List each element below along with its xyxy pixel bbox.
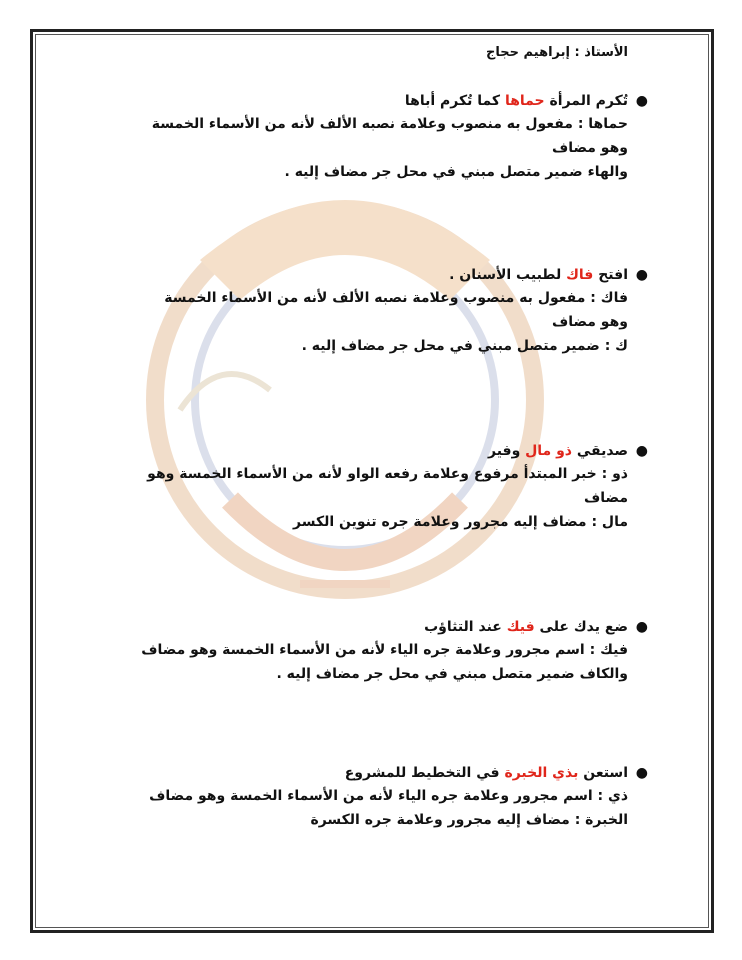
example-block-1 [68,90,648,184]
example-block-2 [68,264,648,358]
sentence-text: عند التثاؤب [424,619,507,635]
example-sentence [68,440,648,462]
explanation-line: مال : مضاف إليه مجرور وعلامة جره تنوين الكسر [292,514,628,530]
explanation-line: الخبرة : مضاف إليه مجرور وعلامة جره الكسرة [310,812,628,828]
explanation-line: مضاف [584,490,628,506]
sentence-text: وفير [487,443,526,459]
sentence-text: صديقي [572,443,628,459]
sentence-text: افتح [593,267,628,283]
explanation-line: فاك : مفعول به منصوب وعلامة نصبه الألف لأنه من الأسماء الخمسة [164,290,628,306]
explanation-line: ذي : اسم مجرور وعلامة جره الياء لأنه من الأسماء الخمسة وهو مضاف [149,788,628,804]
explanation-line: حماها : مفعول به منصوب وعلامة نصبه الألف لأنه من الأسماء الخمسة [151,116,628,132]
example-sentence [68,90,648,112]
highlighted-word: مال [525,443,552,459]
highlighted-word: بذي الخبرة [504,765,579,781]
sentence-text: لطبيب الأسنان . [449,267,567,283]
explanation-line: ذو : خبر المبتدأ مرفوع وعلامة رفعه الواو لأنه من الأسماء الخمسة وهو [147,466,628,482]
highlighted-word: حماها [504,93,545,109]
explanation-line: والهاء ضمير متصل مبني في محل جر مضاف إليه . [284,164,628,180]
bullet-icon: ● [635,765,648,781]
watermark-logo [120,150,570,670]
sentence-text: ضع يدك على [534,619,628,635]
sentence-text: في التخطيط للمشروع [344,765,505,781]
author-line: الأستاذ : إبراهيم حجاج [486,45,628,60]
explanation-line: وهو مضاف [551,140,628,156]
bullet-icon: ● [635,443,648,459]
sentence-text: كما تُكرم أباها [404,93,505,109]
explanation-line: وهو مضاف [551,314,628,330]
example-block-5 [68,762,648,832]
highlighted-word: ذو [556,443,572,459]
bullet-icon: ● [635,93,648,109]
highlighted-word: فاك [566,267,594,283]
sentence-text: تُكرم المرأة [544,93,628,109]
bullet-icon: ● [635,619,648,635]
example-sentence [68,264,648,286]
example-sentence [68,616,648,638]
example-block-4 [68,616,648,686]
explanation-line: والكاف ضمير متصل مبني في محل جر مضاف إليه . [276,666,628,682]
highlighted-word: فيك [506,619,535,635]
explanation-line: ك : ضمير متصل مبني في محل جر مضاف إليه . [301,338,628,354]
example-sentence [68,762,648,784]
sentence-text: استعن [578,765,628,781]
example-block-3 [68,440,648,534]
explanation-line: فيك : اسم مجرور وعلامة جره الياء لأنه من الأسماء الخمسة وهو مضاف [141,642,628,658]
bullet-icon: ● [635,267,648,283]
